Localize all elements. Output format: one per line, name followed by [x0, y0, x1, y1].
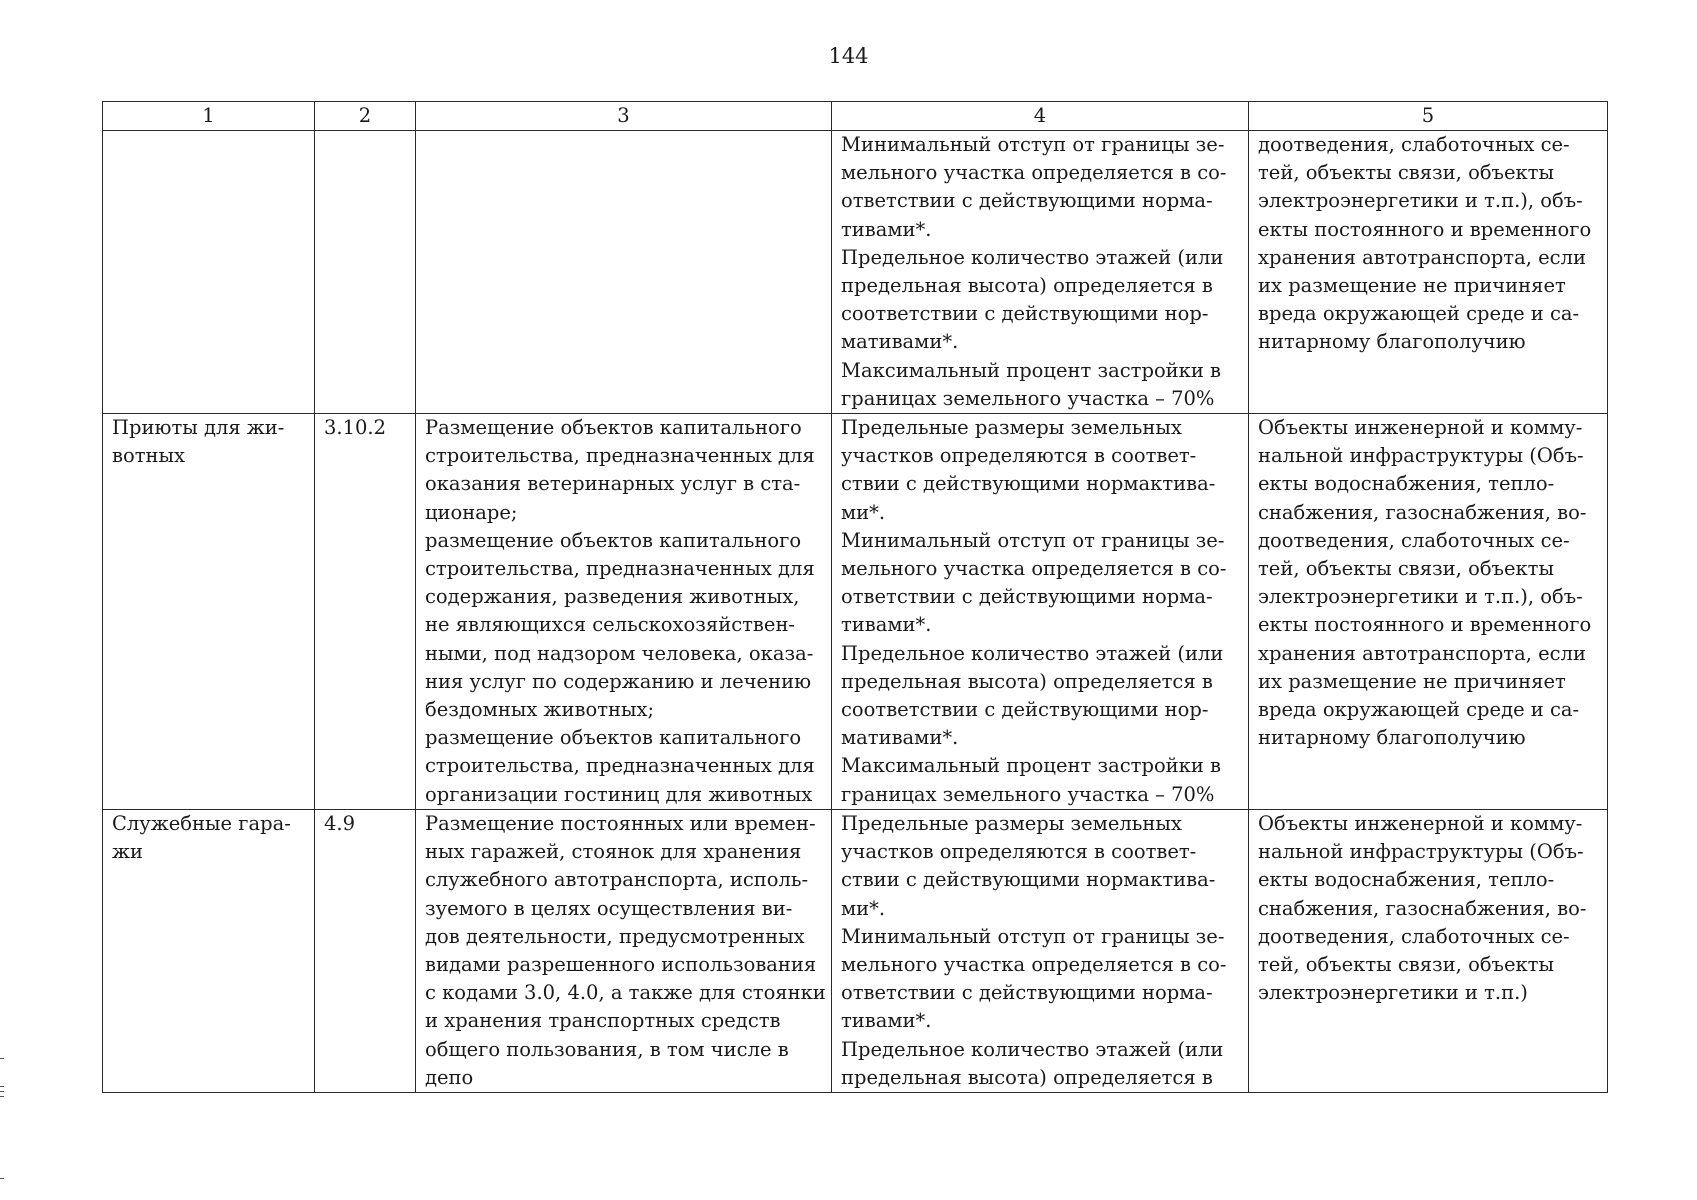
- scan-mark: [0, 1086, 4, 1087]
- use-description-cell: Размещение объектов капитального строительства, предназначенных для оказания ветеринарных услуг в ста- ционаре; размещение объектов капитального строительства, предназначенных для содержания, разведения животных, не являющихся сельскохозяйствен- ными, под надзором человека, оказа- ния услуг по содержанию и лечению бездомных животных; размещение объектов капитального строительства, предназначенных для организации гостиниц для животных: [416, 414, 832, 810]
- header-row: [103, 102, 1608, 131]
- use-name-cell: [103, 131, 315, 414]
- auxiliary-uses-cell: Объекты инженерной и комму- нальной инфраструктуры (Объ- екты водоснабжения, тепло- снабжения, газоснабжения, во- доотведения, слаботочных се- тей, объекты связи, объекты электроэнергетики и т.п.): [1249, 810, 1608, 1093]
- scan-mark: [0, 1178, 4, 1179]
- table-row: [103, 131, 1608, 414]
- parameters-cell: Предельные размеры земельных участков определяются в соответ- ствии с действующими нормактива- ми*. Минимальный отступ от границы зе- мельного участка определяется в со- ответствии с действующими норма- тивами*. Предельное количество этажей (или предельная высота) определяется в соответствии с действующими нор- мативами*. Максимальный процент застройки в границах земельного участка – 70%: [832, 414, 1249, 810]
- auxiliary-uses-cell: доотведения, слаботочных се- тей, объекты связи, объекты электроэнергетики и т.п.), объ- екты постоянного и временного хранения автотранспорта, если их размещение не причиняет вреда окружающей среде и са- нитарному благополучию: [1249, 131, 1608, 414]
- column-header-1: 1: [103, 102, 315, 131]
- scan-mark: [0, 1096, 4, 1097]
- use-code-cell: 3.10.2: [315, 414, 416, 810]
- scan-mark: [0, 1058, 4, 1059]
- use-name-cell: Служебные гара- жи: [103, 810, 315, 1093]
- column-header-4: 4: [832, 102, 1249, 131]
- use-code-cell: 4.9: [315, 810, 416, 1093]
- use-code-cell: [315, 131, 416, 414]
- auxiliary-uses-cell: Объекты инженерной и комму- нальной инфраструктуры (Объ- екты водоснабжения, тепло- снабжения, газоснабжения, во- доотведения, слаботочных се- тей, объекты связи, объекты электроэнергетики и т.п.), объ- екты постоянного и временного хранения автотранспорта, если их размещение не причиняет вреда окружающей среде и са- нитарному благополучию: [1249, 414, 1608, 810]
- use-description-cell: [416, 131, 832, 414]
- column-header-5: 5: [1249, 102, 1608, 131]
- table-row: [103, 810, 1608, 1093]
- parameters-cell: Предельные размеры земельных участков определяются в соответ- ствии с действующими нормактива- ми*. Минимальный отступ от границы зе- мельного участка определяется в со- ответствии с действующими норма- тивами*. Предельное количество этажей (или предельная высота) определяется в: [832, 810, 1249, 1093]
- parameters-cell: Минимальный отступ от границы зе- мельного участка определяется в со- ответствии с действующими норма- тивами*. Предельное количество этажей (или предельная высота) определяется в соответствии с действующими нор- мативами*. Максимальный процент застройки в границах земельного участка – 70%: [832, 131, 1249, 414]
- column-header-3: 3: [416, 102, 832, 131]
- table-row: [103, 414, 1608, 810]
- column-header-2: 2: [315, 102, 416, 131]
- regulations-table: [102, 101, 1608, 1093]
- use-description-cell: Размещение постоянных или времен- ных гаражей, стоянок для хранения служебного автотранспорта, исполь- зуемого в целях осуществления ви- дов деятельности, предусмотренных видами разрешенного использования с кодами 3.0, 4.0, а также для стоянки и хранения транспортных средств общего пользования, в том числе в депо: [416, 810, 832, 1093]
- scan-mark: [0, 1091, 4, 1092]
- use-name-cell: Приюты для жи- вотных: [103, 414, 315, 810]
- page-number: 144: [828, 44, 869, 68]
